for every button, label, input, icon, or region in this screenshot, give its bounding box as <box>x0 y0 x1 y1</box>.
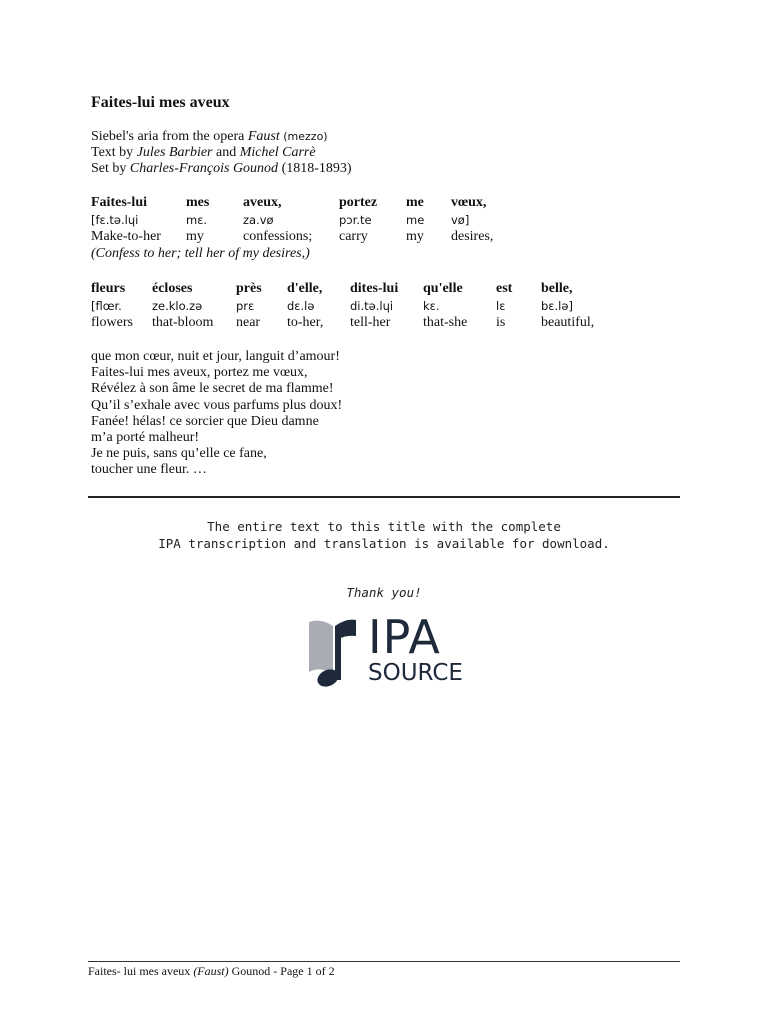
ipa-word: di.tə.lɥi <box>350 299 394 313</box>
librettist-2: Michel Carrè <box>239 145 316 160</box>
ipa-word: kɛ. <box>423 299 440 313</box>
ipa-word: ze.klo.zə <box>152 299 203 313</box>
composer-line: Set by Charles-François Gounod (1818-1893) <box>91 161 352 176</box>
translation-word: beautiful, <box>541 315 595 330</box>
translation-word: is <box>496 315 506 330</box>
translation-word: desires, <box>451 229 494 244</box>
page-title: Faites-lui mes aveux <box>91 94 230 111</box>
ipa-word: pɔr.te <box>339 213 372 227</box>
ipa-row <box>91 298 651 315</box>
french-word: qu'elle <box>423 281 463 296</box>
composer-name: Charles-François Gounod <box>129 161 279 176</box>
french-word: me <box>406 195 424 210</box>
footer-opera: (Faust) <box>193 964 229 978</box>
french-word: d'elle, <box>287 281 323 296</box>
ipa-source-logo <box>306 610 466 690</box>
french-word: dites-lui <box>350 281 399 296</box>
french-word: aveux, <box>243 195 282 210</box>
word-block-2 <box>91 281 651 333</box>
translation-word: that-she <box>423 315 468 330</box>
translation-word: my <box>186 229 204 244</box>
french-word: vœux, <box>451 195 487 210</box>
translation-word: to-her, <box>287 315 324 330</box>
french-words-row <box>91 281 651 298</box>
ipa-word: prɛ <box>236 299 255 313</box>
lyric-line: m’a porté malheur! <box>91 430 200 446</box>
opera-name: Faust <box>247 129 280 144</box>
download-notice <box>0 518 768 552</box>
french-word: mes <box>186 195 210 210</box>
translation-word: near <box>236 315 261 330</box>
word-block-1 <box>91 195 651 265</box>
ipa-word: [flœr. <box>91 299 122 313</box>
french-word: fleurs <box>91 281 126 296</box>
translation-word: my <box>406 229 424 244</box>
french-word: écloses <box>152 281 193 296</box>
french-word: près <box>236 281 262 296</box>
ipa-word: vø] <box>451 213 470 227</box>
translation-word: carry <box>339 229 368 244</box>
lyric-line: Révélez à son âme le secret de ma flamme! <box>91 381 334 397</box>
ipa-word: mɛ. <box>186 213 208 227</box>
french-words-row <box>91 195 651 212</box>
lyric-line: Faites-lui mes aveux, portez me vœux, <box>91 365 308 381</box>
thank-you-text: Thank you! <box>346 585 422 600</box>
ipa-word: dɛ.lə <box>287 299 315 313</box>
translation-word: that-bloom <box>152 315 214 330</box>
section-divider <box>88 496 680 498</box>
lyric-line: Qu’il s’exhale avec vous parfums plus doux! <box>91 397 343 413</box>
notice-line: The entire text to this title with the complete <box>207 519 561 534</box>
librettist-line: Text by Jules Barbier and Michel Carrè <box>91 145 316 160</box>
footer-divider <box>88 961 680 962</box>
lyric-line: toucher une fleur. … <box>91 462 207 478</box>
logo-ipa-text: IPA <box>368 610 441 664</box>
ipa-word: za.vø <box>243 213 274 227</box>
ipa-row <box>91 212 651 229</box>
ipa-word: bɛ.lə] <box>541 299 573 313</box>
french-word: est <box>496 281 513 296</box>
translation-row <box>91 229 651 246</box>
book-note-icon <box>306 616 366 688</box>
paraphrase: (Confess to her; tell her of my desires,) <box>91 246 310 261</box>
translation-word: tell-her <box>350 315 391 330</box>
librettist-1: Jules Barbier <box>136 145 213 160</box>
ipa-word: [fɛ.tə.lɥi <box>91 213 139 227</box>
lyric-line: que mon cœur, nuit et jour, languit d’amour! <box>91 349 340 364</box>
translation-word: flowers <box>91 315 133 330</box>
aria-info <box>91 129 352 177</box>
page-footer: Faites- lui mes aveux (Faust) Gounod - Page 1 of 2 <box>88 964 335 978</box>
translation-word: confessions; <box>243 229 313 244</box>
aria-source-line: Siebel's aria from the opera Faust (mezzo) <box>91 129 328 144</box>
ipa-word: lɛ <box>496 299 506 313</box>
translation-word: Make-to-her <box>91 229 161 244</box>
voice-type: (mezzo) <box>283 130 328 143</box>
notice-line: IPA transcription and translation is available for download. <box>158 536 610 551</box>
translation-row <box>91 315 651 332</box>
french-word: Faites-lui <box>91 195 147 210</box>
lyric-line: Je ne puis, sans qu’elle ce fane, <box>91 446 267 462</box>
ipa-word: me <box>406 213 425 227</box>
french-word: portez <box>339 195 378 210</box>
french-word: belle, <box>541 281 573 296</box>
lyric-line: Fanée! hélas! ce sorcier que Dieu damne <box>91 413 319 429</box>
logo-source-text: SOURCE <box>368 660 463 686</box>
lyrics <box>91 349 342 479</box>
